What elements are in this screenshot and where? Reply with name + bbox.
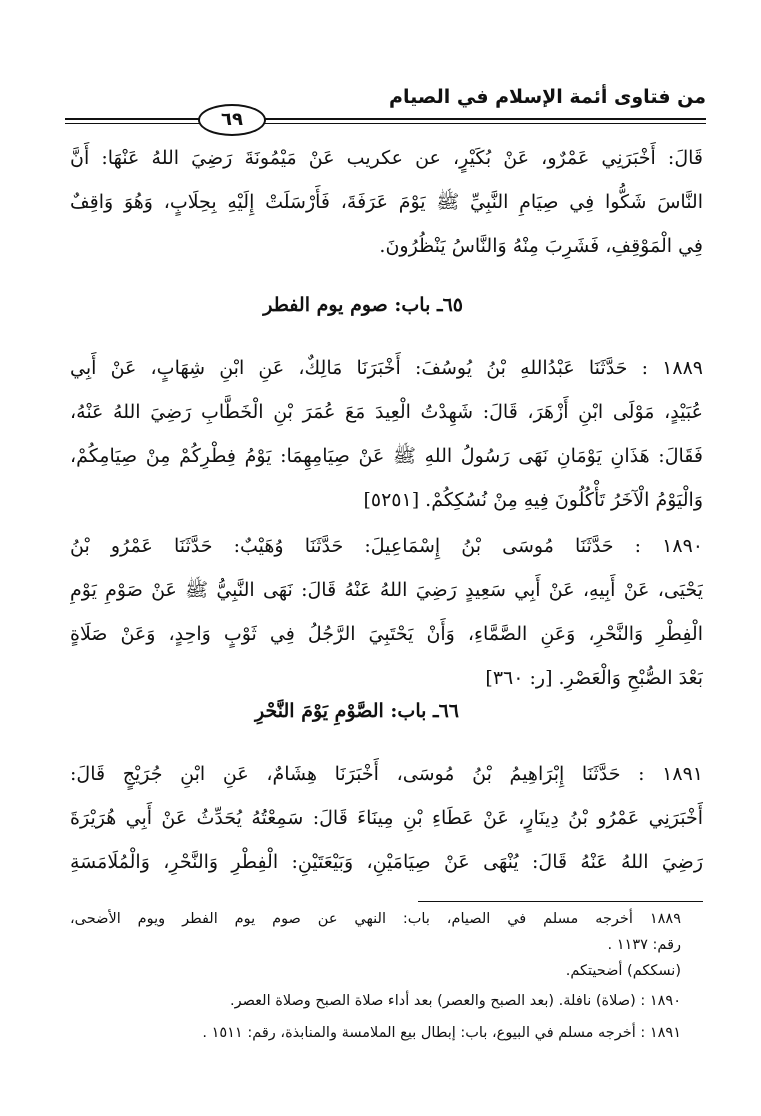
running-header-title: من فتاوى أئمة الإسلام في الصيام: [389, 86, 706, 108]
chapter-65-heading: ٦٥ـ باب: صوم يوم الفطر: [263, 294, 463, 316]
continuation-paragraph: [70, 136, 703, 268]
text-line: وَالْيَوْمُ الْآخَرُ تَأْكُلُونَ فِيهِ مِنْ نُسُكِكُمْ. [٥٢٥١]: [363, 489, 703, 511]
text-line: قَالَ: أَخْبَرَنِي عَمْرٌو، عَنْ بُكَيْرٍ، عن عكريب عَنْ مَيْمُونَةَ رَضِيَ اللهُ عَنْهَا: أَنَّ: [70, 147, 703, 169]
text-line: النَّاسَ شَكُّوا فِي صِيَامِ النَّبِيِّ ﷺ يَوْمَ عَرَفَةَ، فَأَرْسَلَتْ إِلَيْهِ بِحِلَابٍ، وَهُوَ وَاقِفٌ: [70, 191, 703, 213]
text-line: أَخْبَرَنِي عَمْرُو بْنُ دِينَارٍ، عَنْ عَطَاءِ بْنِ مِينَاءَ قَالَ: سَمِعْتُهُ يُحَدِّثُ عَنْ أَبِي هُرَيْرَةَ: [70, 807, 703, 829]
footnote-1889: ١٨٨٩ أخرجه مسلم في الصيام، باب: النهي عن صوم يوم الفطر ويوم الأضحى،: [70, 911, 681, 927]
chapter-66-heading: ٦٦ـ باب: الصَّوْمِ يَوْمَ النَّحْرِ: [255, 700, 459, 722]
header-rule: [65, 118, 706, 120]
header-rule-thin: [65, 123, 706, 124]
text-line: ١٨٩٠ : حَدَّثَنَا مُوسَى بْنُ إِسْمَاعِيلَ: حَدَّثَنَا وُهَيْبٌ: حَدَّثَنَا عَمْرُو بْنُ: [70, 535, 703, 557]
footnote-1889-number: رقم: ١١٣٧ .: [607, 937, 681, 953]
footnote-1891: ١٨٩١ : أخرجه مسلم في البيوع، باب: إبطال بيع الملامسة والمنابذة، رقم: ١٥١١ .: [202, 1025, 681, 1041]
page-number-badge: ٦٩: [198, 104, 266, 136]
text-line: ١٨٩١ : حَدَّثَنَا إِبْرَاهِيمُ بْنُ مُوسَى، أَخْبَرَنَا هِشَامٌ، عَنِ ابْنِ جُرَيْجٍ قَالَ:: [70, 763, 703, 785]
text-line: ١٨٨٩ : حَدَّثَنَا عَبْدُاللهِ بْنُ يُوسُفَ: أَخْبَرَنَا مَالِكٌ، عَنِ ابْنِ شِهَابٍ، عَنْ أَبِي: [70, 357, 703, 379]
hadith-1891: [70, 752, 703, 884]
hadith-1890: [70, 524, 703, 700]
text-line: يَحْيَى، عَنْ أَبِيهِ، عَنْ أَبِي سَعِيدٍ رَضِيَ اللهُ عَنْهُ قَالَ: نَهَى النَّبِيُّ ﷺ عَنْ صَوْمِ يَوْمِ: [70, 579, 703, 601]
text-line: بَعْدَ الصُّبْحِ وَالْعَصْرِ. [ر: ٣٦٠]: [485, 667, 703, 689]
footnote-1889-gloss: (نسككم) أضحيتكم.: [565, 963, 681, 979]
text-line: الْفِطْرِ وَالنَّحْرِ، وَعَنِ الصَّمَّاءِ، وَأَنْ يَحْتَبِيَ الرَّجُلُ فِي ثَوْبٍ وَاحِدٍ، وَعَنْ صَلَاةٍ: [70, 623, 703, 645]
hadith-1889: [70, 346, 703, 522]
text-line: فَقَالَ: هَذَانِ يَوْمَانِ نَهَى رَسُولُ اللهِ ﷺ عَنْ صِيَامِهِمَا: يَوْمُ فِطْرِكُمْ مِنْ صِيَامِكُمْ،: [70, 445, 703, 467]
footnote-1890: ١٨٩٠ : (صلاة) نافلة. (بعد الصبح والعصر) بعد أداء صلاة الصبح وصلاة العصر.: [229, 993, 681, 1009]
text-line: فِي الْمَوْقِفِ، فَشَرِبَ مِنْهُ وَالنَّاسُ يَنْظُرُونَ.: [379, 235, 703, 257]
text-line: رَضِيَ اللهُ عَنْهُ قَالَ: يُنْهَى عَنْ صِيَامَيْنِ، وَبَيْعَتَيْنِ: الْفِطْرِ وَالنَّحْرِ، وَالْمُلَامَسَةِ: [70, 851, 703, 873]
text-line: عُبَيْدٍ، مَوْلَى ابْنِ أَزْهَرَ، قَالَ: شَهِدْتُ الْعِيدَ مَعَ عُمَرَ بْنِ الْخَطَّابِ رَضِيَ اللهُ عَنْهُ،: [70, 401, 703, 423]
footnote-separator: [418, 901, 703, 902]
